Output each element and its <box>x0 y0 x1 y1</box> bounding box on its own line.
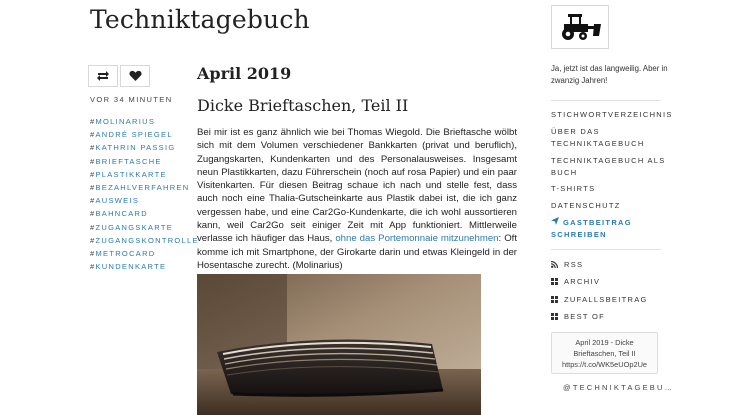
tag-link[interactable]: #ZUGANGSKARTE <box>90 222 174 232</box>
heart-icon <box>129 70 142 82</box>
tag-link[interactable]: #MOLINARIUS <box>90 117 156 126</box>
grid-icon <box>551 313 561 320</box>
latest-tweet[interactable]: April 2019 - Dicke Brieftaschen, Teil II https://t.co/WK5eUOp2Ue <box>551 332 658 374</box>
sidebar-divider <box>551 249 661 250</box>
post-title: Dicke Brieftaschen, Teil II <box>197 96 409 115</box>
sidebar-links <box>551 259 648 328</box>
sidebar-item-datenschutz[interactable]: DATENSCHUTZ <box>551 201 621 211</box>
rss-icon <box>551 261 561 268</box>
tag-link[interactable]: #ZUGANGSKONTROLLE <box>90 235 199 245</box>
twitter-handle-link[interactable]: @TECHNIKTAGEBU… <box>563 383 675 392</box>
sidebar-item-tshirts[interactable]: T-SHIRTS <box>551 184 596 194</box>
sidebar-divider <box>551 100 661 101</box>
sidebar-link-archiv[interactable]: ARCHIV <box>551 276 648 287</box>
sidebar-item-stichwortverzeichnis[interactable]: STICHWORTVERZEICHNIS <box>551 110 673 119</box>
tag-link[interactable]: #KUNDENKARTE <box>90 262 167 272</box>
post-actions <box>88 65 152 87</box>
like-button[interactable] <box>120 65 150 87</box>
sidebar-link-rss[interactable]: RSS <box>551 259 648 270</box>
tag-link[interactable]: #PLASTIKKARTE <box>90 169 167 179</box>
post-inline-link[interactable]: ohne das Portemonnaie mitzunehmen <box>335 233 499 245</box>
tag-link[interactable]: #BAHNCARD <box>90 209 148 219</box>
reblog-button[interactable] <box>88 65 118 87</box>
sidebar-link-zufall[interactable]: ZUFALLSBEITRAG <box>551 294 648 305</box>
grid-icon <box>551 296 561 303</box>
sidebar-item-ueber[interactable]: ÜBER DAS TECHNIKTAGEBUCH <box>551 126 645 148</box>
site-tagline: Ja, jetzt ist das langweilig. Aber in zwanzig Jahren! <box>551 64 668 85</box>
tag-link[interactable]: #AUSWEIS <box>90 196 140 206</box>
site-title[interactable]: Techniktagebuch <box>90 5 310 34</box>
tag-link[interactable]: #METROCARD <box>90 249 156 259</box>
guest-post-link[interactable]: GASTBEITRAG SCHREIBEN <box>551 217 632 239</box>
post-body: Bei mir ist es ganz ähnlich wie bei Thomas Wiegold. Die Brieftasche wölbt sich mit dem Volumen verschiedener Bankkarten (privat und beruflich), Zugangskarten, Kundenkarten und des Personalausweises. Insgesamt neun Plastikkarten, dazu Führerschein (noch auf rosa Papier) und ein paar Visitenkarten. Für diesen Beitrag schaue ich nach und stelle fest, dass auch noch eine Thalia-Gutscheinkarte aus Plastik dabei ist, die ich ganz vergessen habe, und eine Car2Go-Kundenkarte, die ich wohl aussortieren kann, weil Car2Go seit einiger Zeit mit App funktioniert. Mittlerweile verlasse ich häufiger das Haus, ohne das Portemonnaie mitzunehmen: Oft komme ich mit Smartphone, der Girokarte darin und etwas Kleingeld in der Hosentasche zurecht. (Molinarius) <box>197 127 517 271</box>
send-icon <box>551 217 559 229</box>
tag-link[interactable]: #BEZAHLVERFAHREN <box>90 183 190 193</box>
wallet-photo <box>197 274 481 415</box>
tag-list <box>90 115 199 273</box>
wallet-photo-image <box>197 274 481 415</box>
tag-link[interactable]: #KATHRIN PASSIG <box>90 143 176 153</box>
reblog-icon <box>96 70 110 82</box>
post-date: April 2019 <box>197 64 292 83</box>
tag-link[interactable]: #BRIEFTASCHE <box>90 156 162 166</box>
sidebar-nav <box>551 109 671 246</box>
tag-link[interactable]: #ANDRÉ SPIEGEL <box>90 130 173 140</box>
sidebar-item-buch[interactable]: TECHNIKTAGEBUCH ALS BUCH <box>551 155 666 177</box>
grid-icon <box>551 278 561 285</box>
site-logo[interactable] <box>551 5 609 49</box>
sidebar-link-bestof[interactable]: BEST OF <box>551 311 648 322</box>
tractor-icon <box>558 12 602 42</box>
post-timestamp[interactable]: VOR 34 MINUTEN <box>90 95 173 104</box>
